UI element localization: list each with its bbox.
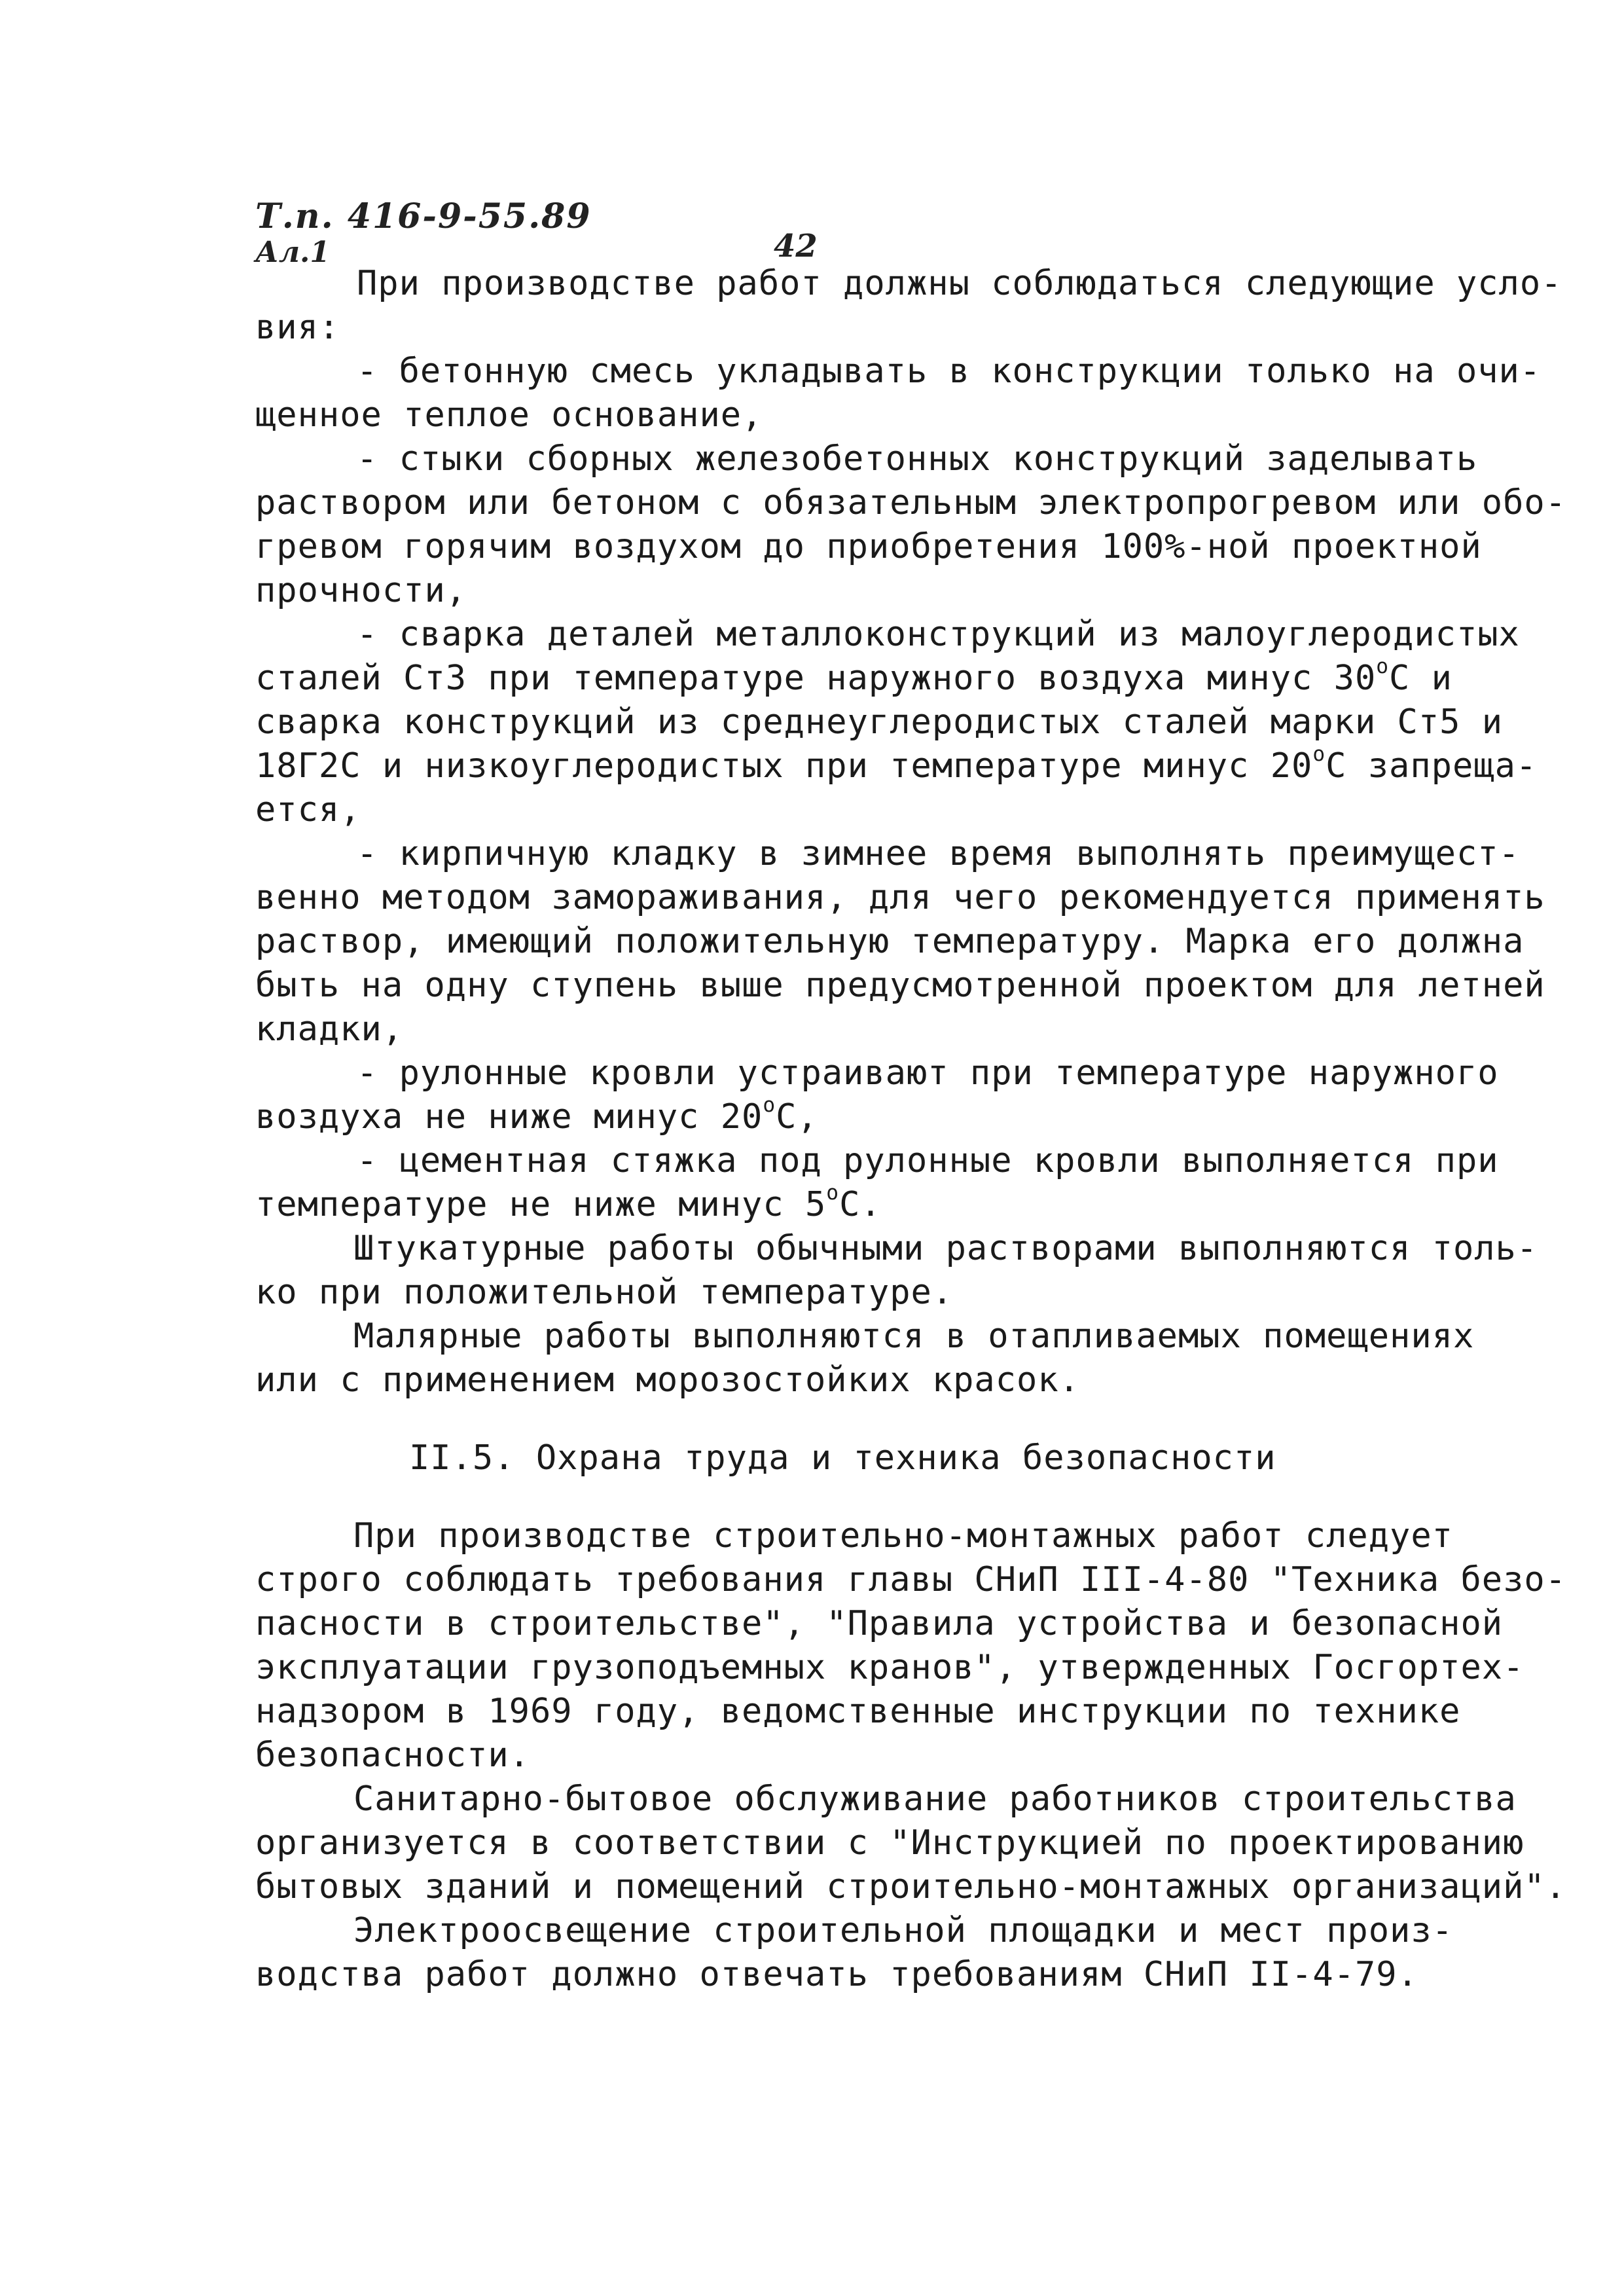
- paragraph-plastering: [255, 1227, 1538, 1315]
- paragraph-conditions-intro: [255, 262, 1562, 350]
- text-line: - цементная стяжка под рулонные кровли выполняется при: [357, 1141, 1499, 1180]
- text-line: кладки,: [255, 1010, 404, 1049]
- text-line: надзором в 1969 году, ведомственные инструкции по технике: [255, 1692, 1461, 1731]
- text-line: При производстве работ должны соблюдаться следующие усло-: [357, 264, 1562, 303]
- list-item-masonry: [255, 832, 1545, 1051]
- section-heading: II.5. Охрана труда и техника безопасности: [409, 1438, 1276, 1478]
- text-line: Малярные работы выполняются в отапливаемых помещениях: [353, 1317, 1475, 1356]
- text-line: раствор, имеющий положительную температуру. Марка его должна: [255, 922, 1525, 961]
- text-line: - бетонную смесь укладывать в конструкции только на очи-: [357, 352, 1542, 391]
- text-fragment: С.: [839, 1185, 882, 1224]
- text-line: венно методом замораживания, для чего рекомендуется применять: [255, 878, 1545, 917]
- degree-mark: о: [763, 1093, 776, 1118]
- text-line: безопасности.: [255, 1736, 530, 1775]
- text-line: ко при положительной температуре.: [255, 1273, 954, 1312]
- text-line: - стыки сборных железобетонных конструкций заделывать: [357, 439, 1478, 479]
- text-line: эксплуатации грузоподъемных кранов", утвержденных Госгортех-: [255, 1648, 1525, 1687]
- text-line: бытовых зданий и помещений строительно-монтажных организаций".: [255, 1867, 1567, 1906]
- degree-mark: о: [1376, 655, 1390, 679]
- text-line: организуется в соответствии с "Инструкцией по проектированию: [255, 1823, 1525, 1863]
- text-line: щенное теплое основание,: [255, 395, 763, 435]
- text-line: сварка конструкций из среднеуглеродистых сталей марки Ст5 и: [255, 702, 1504, 742]
- paragraph-lighting: [255, 1909, 1453, 1997]
- text-line: ется,: [255, 790, 361, 829]
- text-line: Электроосвещение строительной площадки и мест произ-: [353, 1911, 1453, 1950]
- text-line: прочности,: [255, 571, 467, 610]
- text-line: строго соблюдать требования главы СНиП III-4-80 "Техника безо-: [255, 1560, 1567, 1599]
- text-line: пасности в строительстве", "Правила устройства и безопасной: [255, 1604, 1504, 1643]
- text-fragment: сталей Ст3 при температуре наружного воздуха минус 30: [255, 659, 1377, 698]
- text-line: - кирпичную кладку в зимнее время выполнять преимущест-: [357, 834, 1520, 873]
- paragraph-painting: [255, 1315, 1475, 1402]
- text-line: [255, 742, 1538, 788]
- sheet-label: Ал.1: [255, 236, 330, 269]
- text-line: Санитарно-бытовое обслуживание работников строительства: [353, 1779, 1517, 1819]
- text-line: быть на одну ступень выше предусмотренной проектом для летней: [255, 966, 1545, 1005]
- text-line: водства работ должно отвечать требованиям СНиП II-4-79.: [255, 1955, 1418, 1994]
- text-line: [255, 1095, 1401, 1139]
- list-item-joints: [255, 437, 1567, 613]
- text-line: - рулонные кровли устраивают при температуре наружного: [357, 1053, 1499, 1093]
- text-line: [255, 1183, 1401, 1227]
- degree-mark: о: [1312, 742, 1326, 767]
- text-line: или с применением морозостойких красок.: [255, 1360, 1080, 1400]
- text-line: вия:: [255, 308, 340, 347]
- text-fragment: С,: [776, 1097, 818, 1137]
- text-fragment: С и: [1389, 659, 1453, 698]
- degree-mark: о: [826, 1181, 840, 1205]
- text-line: Штукатурные работы обычными растворами выполняются толь-: [353, 1229, 1538, 1268]
- text-line: [255, 655, 1453, 701]
- text-line: При производстве строительно-монтажных работ следует: [353, 1516, 1453, 1556]
- text-line: раствором или бетоном с обязательным электропрогревом или обо-: [255, 483, 1567, 522]
- paragraph-safety-rules: [255, 1514, 1567, 1777]
- list-item-concrete: [255, 350, 1542, 437]
- text-fragment: 18Г2С и низкоуглеродистых при температуре минус 20: [255, 746, 1313, 786]
- document-code: Т.п. 416-9-55.89: [255, 196, 592, 236]
- paragraph-sanitary: [255, 1777, 1567, 1909]
- text-fragment: температуре не ниже минус 5: [255, 1185, 827, 1224]
- list-item-roofing: [255, 1051, 1499, 1139]
- page-number: 42: [774, 228, 818, 264]
- list-item-welding: [255, 613, 1538, 832]
- body-text: [255, 262, 1567, 1997]
- text-fragment: С запреща-: [1326, 746, 1538, 786]
- text-line: - сварка деталей металлоконструкций из малоуглеродистых: [357, 615, 1520, 654]
- text-fragment: воздуха не ниже минус 20: [255, 1097, 763, 1137]
- list-item-screed: [255, 1139, 1499, 1227]
- text-line: гревом горячим воздухом до приобретения 100%-ной проектной: [255, 527, 1482, 566]
